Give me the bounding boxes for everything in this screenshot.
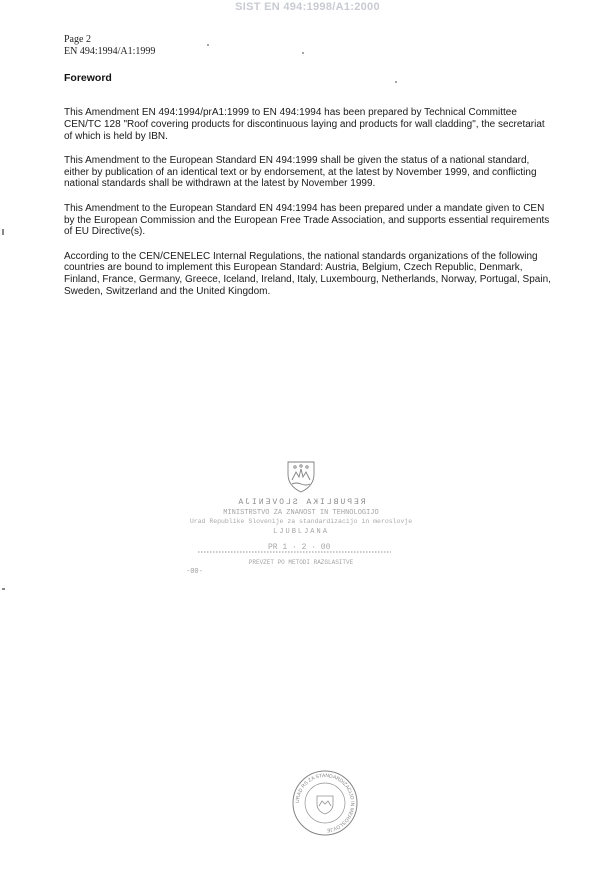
paragraph-status: This Amendment to the European Standard EN 494:1999 shall be given the status of a national standard, either by publication of an identical text or by endorsement, at the latest by November 1999, and conflicting national standards shall be withdrawn at the latest by November 1999. xyxy=(64,154,537,190)
page-reference xyxy=(64,34,155,58)
stamp-line-office: Urad Republike Slovenije za standardizacijo in meroslovje xyxy=(189,518,413,525)
stamp-line-mirrored: REPUBLIKA SLOVENIJA xyxy=(236,498,366,507)
ministry-stamp xyxy=(186,458,416,588)
stamp-line-city: LJUBLJANA xyxy=(273,528,329,536)
scan-speck xyxy=(207,44,209,46)
stamp-handwritten-date: PR 1 · 2 · 00 xyxy=(268,543,331,552)
scan-speck xyxy=(2,229,4,235)
foreword-body xyxy=(64,107,554,310)
round-seal xyxy=(290,768,360,838)
scan-speck xyxy=(395,81,397,83)
svg-text:URAD RS ZA STANDARDIZACIJO IN xyxy=(295,773,355,833)
document-watermark: SIST EN 494:1998/A1:2000 xyxy=(235,1,380,13)
stamp-line-method: PREVZET PO METODI RAZGLASITVE xyxy=(248,559,354,566)
standard-reference: EN 494:1994/A1:1999 xyxy=(64,46,156,57)
scan-speck xyxy=(2,588,5,590)
paragraph-mandate: This Amendment to the European Standard EN 494:1994 has been prepared under a mandate given to CEN by the European Commission and the European Free Trade Association, and supports essential requirements of EU Directive(s). xyxy=(64,202,550,238)
seal-text: URAD RS ZA STANDARDIZACIJO IN MEROSLOVJE xyxy=(294,772,356,833)
stamp-line-ministry: MINISTRSTVO ZA ZNANOST IN TEHNOLOGIJO xyxy=(223,509,379,517)
scan-speck xyxy=(302,52,304,54)
paragraph-regulations: According to the CEN/CENELEC Internal Regulations, the national standards organizations of the following countries are bound to implement this European Standard: Austria, Belgium, Czech Republic, Denmark, Finland, France, Germany, Greece, Iceland, Ireland, Italy, Luxembourg, Netherlands, Norway, Portugal, Spain, Sweden, Switzerland and the United Kingdom. xyxy=(64,250,551,298)
paragraph-preparation: This Amendment EN 494:1994/prA1:1999 to EN 494:1994 has been prepared by Technical Committee CEN/TC 128 "Roof covering products for discontinuous laying and products for wall cladding", the secretariat of which is held by IBN. xyxy=(64,107,545,142)
seal-emblem-icon xyxy=(317,796,333,814)
foreword-heading: Foreword xyxy=(64,72,112,84)
page-number: Page 2 xyxy=(64,34,91,45)
stamp-code: -00- xyxy=(186,568,203,576)
coat-of-arms-icon xyxy=(288,462,314,492)
